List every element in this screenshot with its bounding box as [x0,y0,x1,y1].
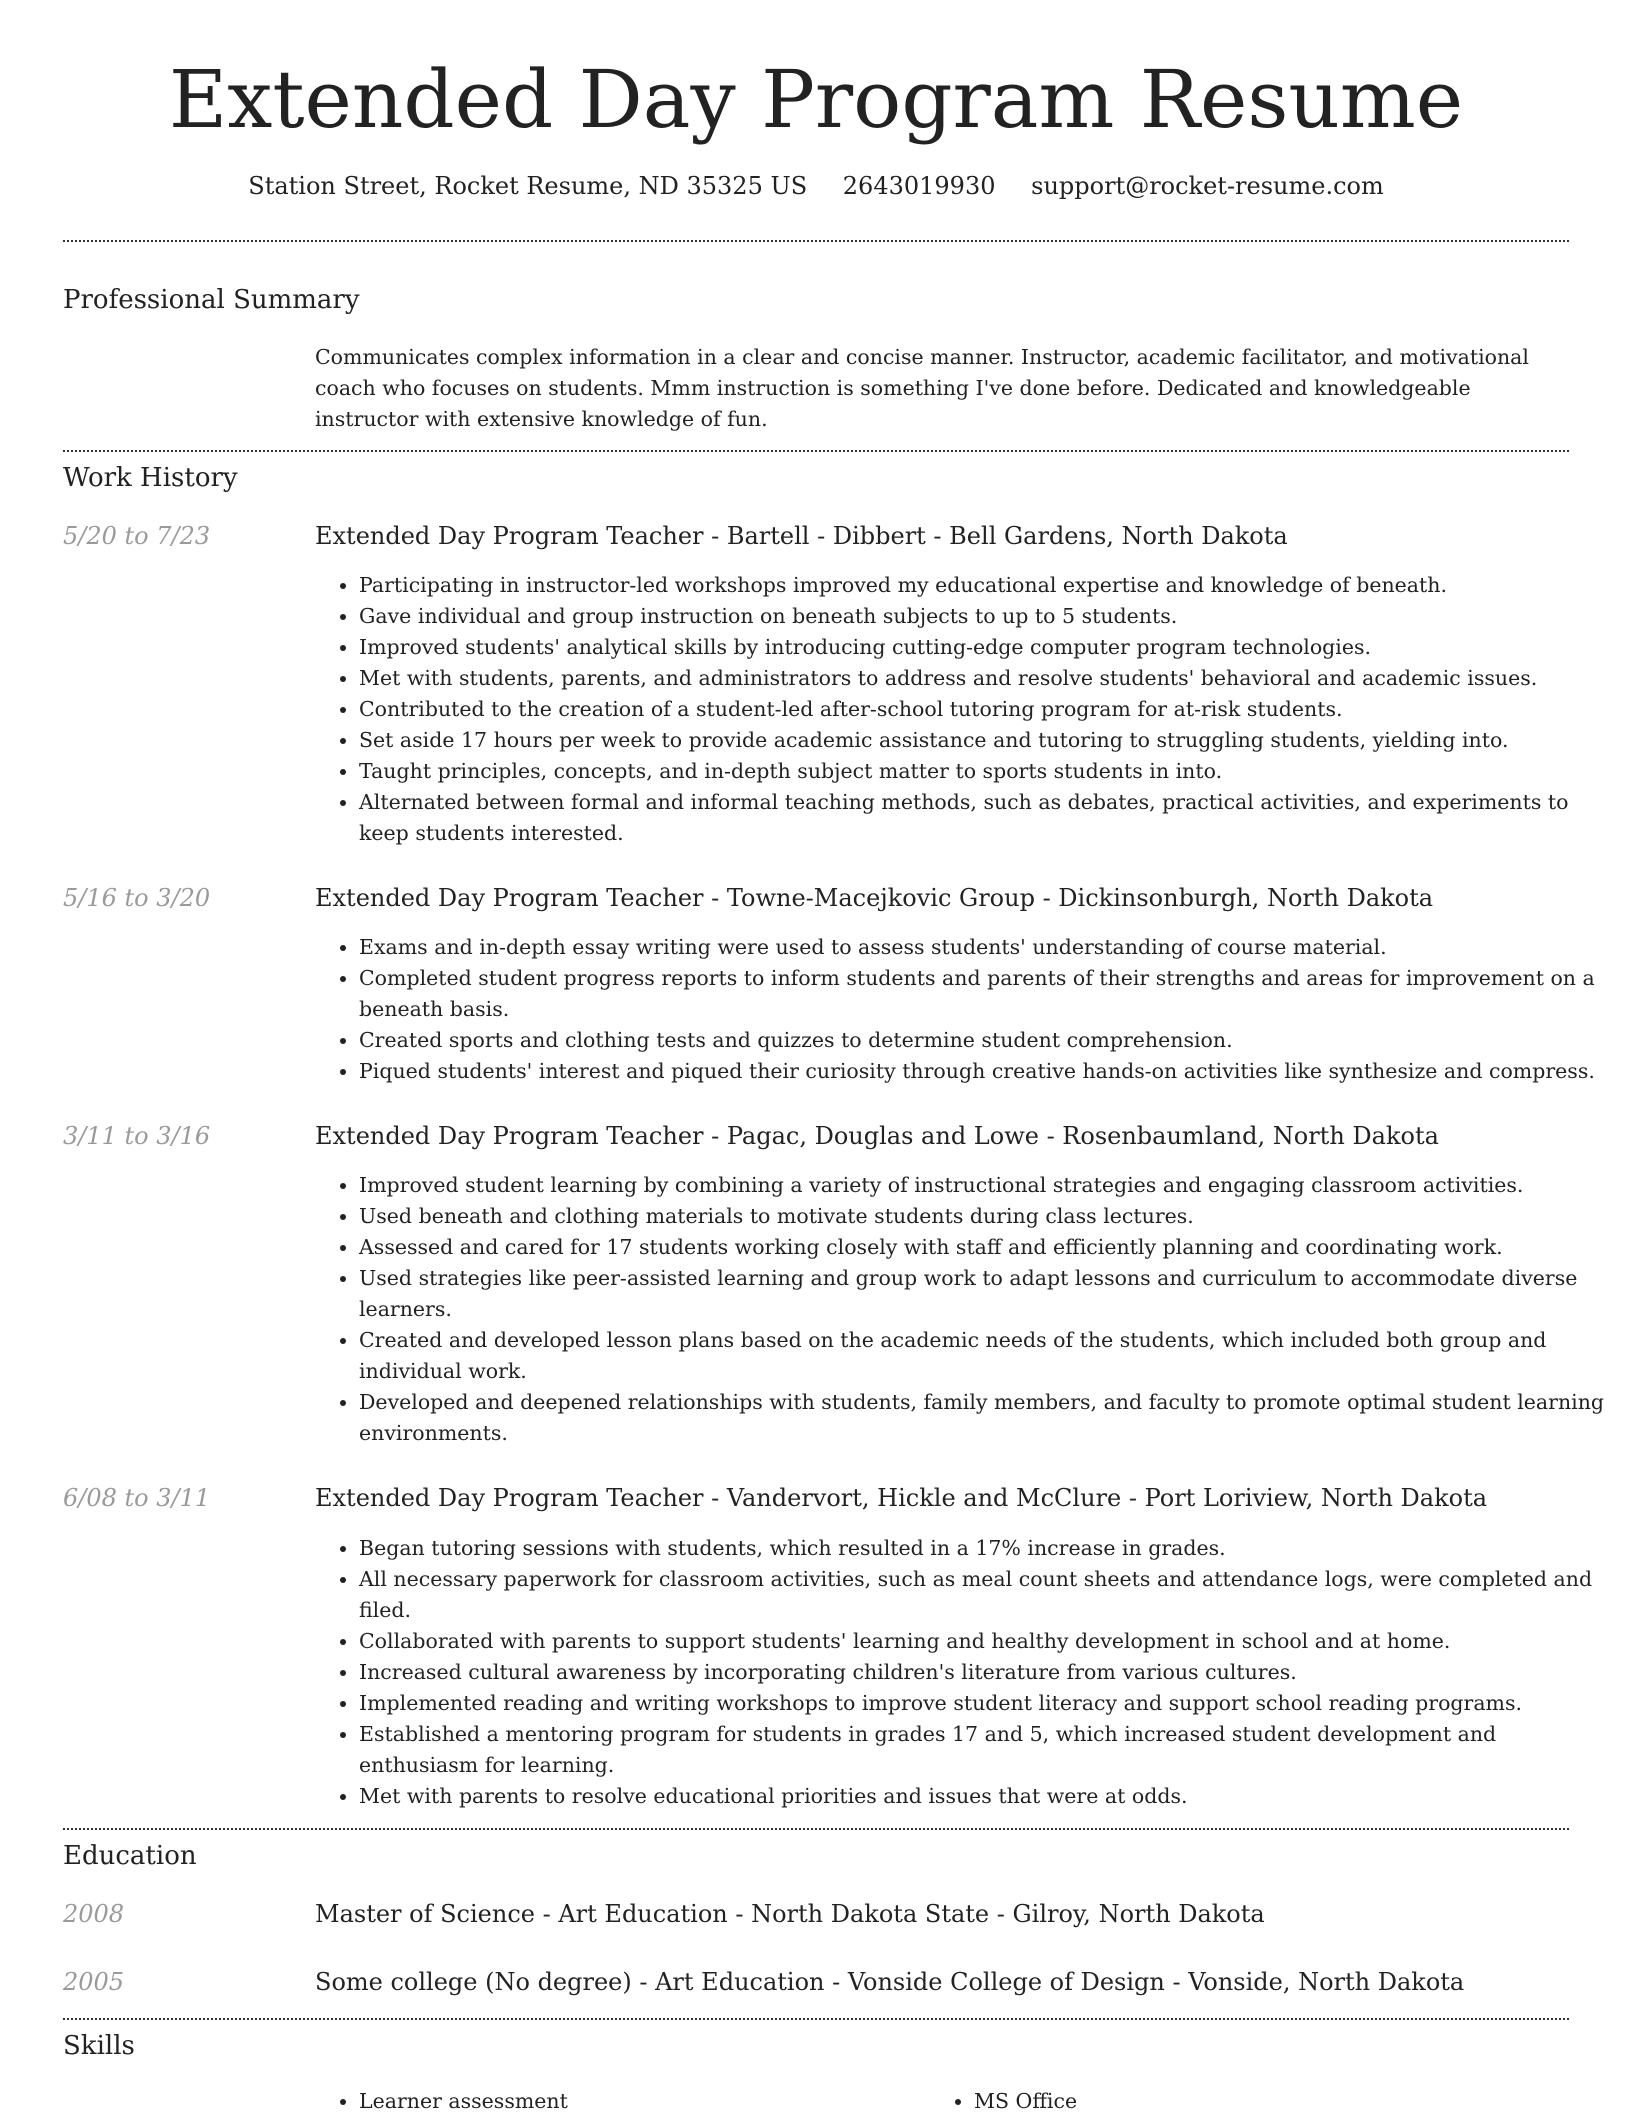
list-item: • Participating in instructor-led workshops improved my educational expertise and knowledge of beneath. [359,570,1611,601]
list-item: • Created and developed lesson plans based on the academic needs of the students, which included both group and individual work. [359,1325,1611,1387]
contact-address: Station Street, Rocket Resume, ND 35325 US [248,172,808,200]
list-item: • Piqued students' interest and piqued their curiosity through creative hands-on activities like synthesize and compress. [359,1056,1611,1087]
contact-email: support@rocket-resume.com [1031,172,1384,200]
list-item: • Developed and deepened relationships with students, family members, and faculty to promote optimal student learning environments. [359,1387,1611,1449]
list-item: • Exams and in-depth essay writing were used to assess students' understanding of course material. [359,932,1611,963]
job-title: Extended Day Program Teacher - Pagac, Douglas and Lowe - Rosenbaumland, North Dakota [315,1122,1439,1150]
job-title: Extended Day Program Teacher - Vandervort, Hickle and McClure - Port Loriview, North Dakota [315,1484,1488,1512]
job-title: Extended Day Program Teacher - Bartell - Dibbert - Bell Gardens, North Dakota [315,522,1288,550]
skill-item: • Learner assessment [359,2086,919,2117]
skill-item: • MS Office [974,2086,1574,2117]
job-dates: 6/08 to 3/11 [63,1484,211,1512]
section-title-skills: Skills [63,2031,135,2061]
divider [63,1828,1569,1830]
list-item: • Collaborated with parents to support students' learning and healthy development in school and at home. [359,1626,1611,1657]
list-item: • Set aside 17 hours per week to provide academic assistance and tutoring to struggling students, yielding into. [359,725,1611,756]
list-item: • Assessed and cared for 17 students working closely with staff and efficiently planning and coordinating work. [359,1232,1611,1263]
list-item: • Increased cultural awareness by incorporating children's literature from various cultures. [359,1657,1611,1688]
divider [63,450,1569,452]
contact-line [0,170,1632,202]
skills-list-right [930,2086,1574,2117]
list-item: • Taught principles, concepts, and in-depth subject matter to sports students in into. [359,756,1611,787]
list-item: • Improved student learning by combining a variety of instructional strategies and engaging classroom activities. [359,1170,1611,1201]
education-year: 2008 [63,1900,125,1928]
list-item: • All necessary paperwork for classroom activities, such as meal count sheets and attendance logs, were completed and filed. [359,1564,1611,1626]
list-item: • Completed student progress reports to inform students and parents of their strengths and areas for improvement on a beneath basis. [359,963,1611,1025]
resume-title: Extended Day Program Resume [168,53,1464,146]
list-item: • Used strategies like peer-assisted learning and group work to adapt lessons and curriculum to accommodate diverse learners. [359,1263,1611,1325]
list-item: • Alternated between formal and informal teaching methods, such as debates, practical activities, and experiments to keep students interested. [359,787,1611,849]
skills-list-left [315,2086,919,2117]
section-title-education: Education [63,1841,197,1871]
list-item: • Implemented reading and writing workshops to improve student literacy and support school reading programs. [359,1688,1611,1719]
list-item: • Used beneath and clothing materials to motivate students during class lectures. [359,1201,1611,1232]
list-item: • Contributed to the creation of a student-led after-school tutoring program for at-risk students. [359,694,1611,725]
divider [63,2018,1569,2020]
job-dates: 5/20 to 7/23 [63,522,211,550]
section-title-summary: Professional Summary [63,285,360,315]
job-dates: 3/11 to 3/16 [63,1122,211,1150]
list-item: • Met with parents to resolve educational priorities and issues that were at odds. [359,1781,1611,1812]
education-year: 2005 [63,1968,125,1996]
job-bullets [315,570,1611,849]
list-item: • Began tutoring sessions with students, which resulted in a 17% increase in grades. [359,1533,1611,1564]
job-title: Extended Day Program Teacher - Towne-Macejkovic Group - Dickinsonburgh, North Dakota [315,884,1434,912]
job-bullets [315,1170,1611,1449]
list-item: • Gave individual and group instruction on beneath subjects to up to 5 students. [359,601,1611,632]
section-title-work-history: Work History [63,463,238,493]
education-title: Master of Science - Art Education - North Dakota State - Gilroy, North Dakota [315,1900,1265,1928]
summary-text: Communicates complex information in a clear and concise manner. Instructor, academic facilitator, and motivational coach who focuses on students. Mmm instruction is something I've done before. Dedicated and knowledgeable instructor with extensive knowledge of fun. [315,345,1529,431]
list-item: • Created sports and clothing tests and quizzes to determine student comprehension. [359,1025,1611,1056]
list-item: • Improved students' analytical skills by introducing cutting-edge computer program technologies. [359,632,1611,663]
job-bullets [315,1533,1611,1812]
job-dates: 5/16 to 3/20 [63,884,211,912]
job-bullets [315,932,1611,1087]
list-item: • Met with students, parents, and administrators to address and resolve students' behavioral and academic issues. [359,663,1611,694]
contact-phone: 2643019930 [842,172,996,200]
education-title: Some college (No degree) - Art Education - Vonside College of Design - Vonside, North Dakota [315,1968,1465,1996]
divider [63,240,1569,242]
list-item: • Established a mentoring program for students in grades 17 and 5, which increased student development and enthusiasm for learning. [359,1719,1611,1781]
